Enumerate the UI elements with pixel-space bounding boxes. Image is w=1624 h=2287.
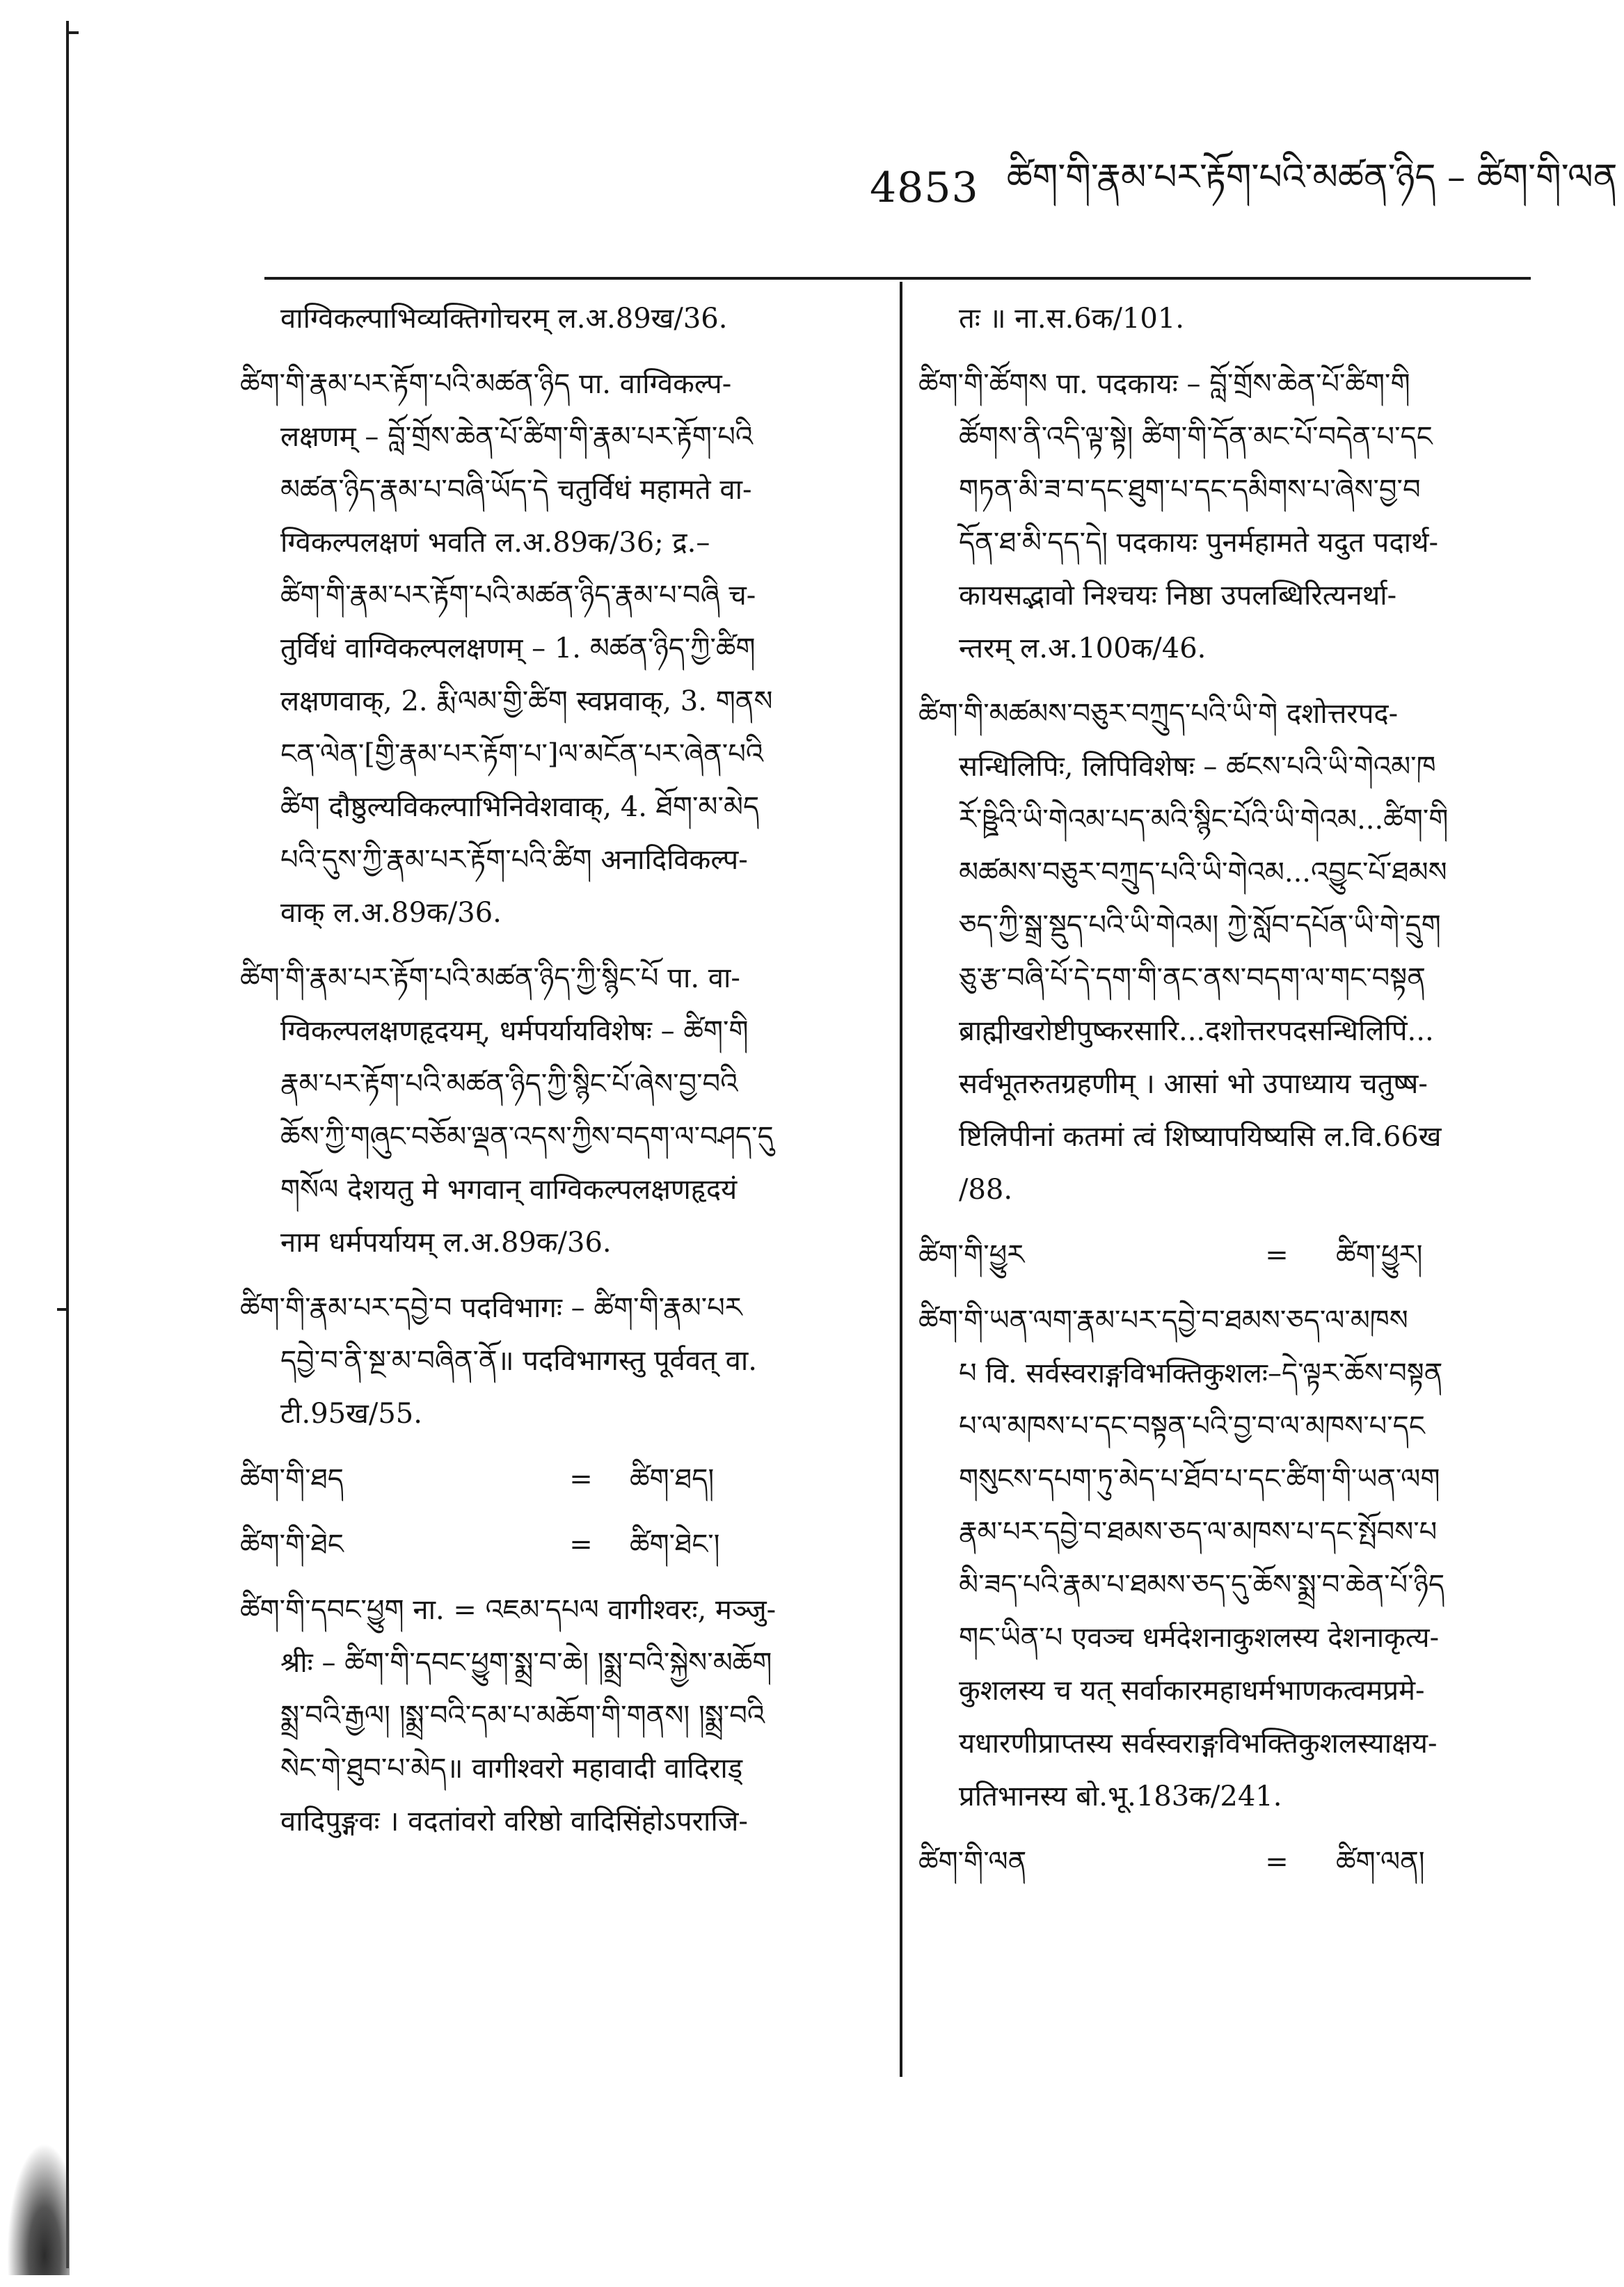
entry-line: གསོལ देशयतु मे भगवान् वाग्विकल्पलक्षणहृदयं (280, 1174, 738, 1206)
entry-headword-line: ཚིག་གི་རྣམ་པར་རྟོག་པའི་མཚན་ཉིད पा. वाग्विकल्प- (240, 368, 732, 400)
entry-line: ब्राह्मीखरोष्टीपुष्करसारि...दशोत्तरपदसन्धिलिपिं... (959, 1015, 1434, 1047)
entry-vagvikalpa-laksanam (240, 358, 870, 939)
entry-line: གང་ཡིན་པ एवञ्च धर्मदेशनाकुशलस्य देशनाकृत्य- (959, 1622, 1440, 1654)
entry-continuation (240, 292, 870, 345)
entry-line: པ་ལ་མཁས་པ་དང་བསྟན་པའི་བྱ་བ་ལ་མཁས་པ་དང (959, 1410, 1425, 1442)
page-number: 4853 (870, 164, 979, 212)
cross-ref-row (918, 1835, 1545, 1888)
entry-padavibhaga (240, 1282, 870, 1440)
ref-term: ཚིག་གི་ཕྱུར (918, 1239, 1025, 1271)
ref-term: ཚིག་གི་ཐེང (240, 1529, 344, 1561)
entry-line: མི་ཟད་པའི་རྣམ་པ་ཐམས་ཅད་དུ་ཆོས་སྨྲ་བ་ཆེན་པོ་ཉིད (959, 1569, 1445, 1601)
entry-line: प्रतिभानस्य बो.भू.183क/241. (959, 1780, 1282, 1812)
entry-line: वाक् ल.अ.89क/36. (280, 897, 502, 929)
entry-hrdayam (240, 952, 870, 1269)
entry-line: མཚམས་བཅུར་བཀྲུད་པའི་ཡི་གེའམ...འབྱུང་པོ་ཐམས (959, 856, 1447, 888)
entry-line: टी.95ख/55. (280, 1398, 422, 1430)
entry-line: ཅད་ཀྱི་སྒྲ་སྡུད་པའི་ཡི་གེའམ། ཀྱེ་སློབ་དཔོན་ཡི་གེ་དྲུག (959, 909, 1441, 941)
entry-line: ष्टिलिपीनां कतमां त्वं शिष्यापयिष्यसि ल.वि.66ख (959, 1121, 1442, 1153)
cross-ref-row (240, 1518, 870, 1571)
entry-line: सन्धिलिपिः, लिपिविशेषः – ཚངས་པའི་ཡི་གེའམ་ཁ (959, 751, 1436, 783)
entry-line: སྨྲ་བའི་རྒྱལ། །སྨྲ་བའི་དམ་པ་མཆོག་གི་གནས། །སྨྲ་བའི (280, 1700, 765, 1732)
ref-equals: = (1265, 1846, 1289, 1878)
ref-equals: = (569, 1463, 593, 1495)
entry-padakaya (918, 358, 1545, 675)
entry-line: सर्वभूतरुतग्रहणीम् । आसां भो उपाध्याय चतुष्ष- (959, 1068, 1428, 1100)
entry-line: कायसद्भावो निश्चयः निष्ठा उपलब्धिरित्यनर्था- (959, 580, 1397, 612)
entry-line: नाम धर्मपर्यायम् ल.अ.89क/36. (280, 1227, 612, 1259)
entry-line: ཚིག་གི་རྣམ་པར་རྟོག་པའི་མཚན་ཉིད་རྣམ་པ་བཞི च- (280, 580, 756, 612)
entry-vagisvara (240, 1584, 870, 1848)
entry-line: न्तरम् ल.अ.100क/46. (959, 632, 1207, 664)
entry-line: རྣམ་པར་རྟོག་པའི་མཚན་ཉིད་ཀྱི་སྙིང་པོ་ཞེས་བྱ་བའི (280, 1068, 738, 1100)
entry-line: लक्षणवाक्, 2. རྨི་ལམ་གྱི་ཚིག स्वप्नवाक्, 3. གནས (280, 685, 773, 717)
header-rule (264, 277, 1531, 280)
entry-line: ཅུ་རྩ་བཞི་པོ་དེ་དག་གི་ནང་ནས་བདག་ལ་གང་བསྟན (959, 962, 1426, 994)
entry-line: ग्विकल्पलक्षणहृदयम्, धर्मपर्यायविशेषः – ཚིག་གི (280, 1015, 749, 1047)
entry-line: तुर्विधं वाग्विकल्पलक्षणम् – 1. མཚན་ཉིད་ཀྱི་ཚིག (280, 632, 756, 664)
entry-line: པའི་དུས་ཀྱི་རྣམ་པར་རྟོག་པའི་ཚིག अनादिविकल्प- (280, 844, 748, 876)
entry-line: རོ་ཥྛིའི་ཡི་གེའམ་པད་མའི་སྙིང་པོའི་ཡི་གེའམ...ཚིག་གི (959, 804, 1449, 836)
entry-headword-line: ཚིག་གི་དབང་ཕྱུག ना. = འཇམ་དཔལ वागीश्वरः, मञ्जु- (240, 1594, 777, 1626)
entry-line: རྣམ་པར་དབྱེ་བ་ཐམས་ཅད་ལ་མཁས་པ་དང་སྤོབས་པ (959, 1516, 1438, 1548)
ref-target: ཚིག་ཐད། (630, 1463, 715, 1495)
ref-target: ཚིག་ཐེང་། (630, 1529, 720, 1561)
entry-line: ཚིག दौष्ठुल्यविकल्पाभिनिवेशवाक्, 4. ཐོག་མ་མེད (280, 791, 760, 823)
ref-equals: = (1265, 1239, 1289, 1271)
entry-headword-line: ཚིག་གི་རྣམ་པར་རྟོག་པའི་མཚན་ཉིད་ཀྱི་སྙིང་པོ पा. वा- (240, 962, 740, 994)
entry-line: श्रीः – ཚིག་གི་དབང་ཕྱུག་སྨྲ་བ་ཆེ། །སྨྲ་བའི་སྐྱེས་མཆོག (280, 1647, 772, 1679)
entry-line: མཚན་ཉིད་རྣམ་པ་བཞི་ཡོད་དེ चतुर्विधं महामते वा- (280, 474, 752, 506)
page-header (870, 157, 1618, 219)
entry-line: वाग्विकल्पाभिव्यक्तिगोचरम् ल.अ.89ख/36. (280, 303, 728, 335)
entry-line: ཆོས་ཀྱི་གཞུང་བཅོམ་ལྡན་འདས་ཀྱིས་བདག་ལ་བཤད་དུ (280, 1121, 774, 1153)
entry-line: /88. (959, 1174, 1013, 1206)
cross-ref-row (240, 1453, 870, 1506)
ref-target: ཚིག་ལན། (1336, 1846, 1425, 1878)
ref-term: ཚིག་གི་ཐད (240, 1463, 344, 1495)
entry-dasottarapada (918, 687, 1545, 1216)
entry-line: ཚོགས་ནི་འདི་ལྟ་སྟེ། ཚིག་གི་དོན་མང་པོ་བདེན་པ་དང (959, 421, 1433, 453)
entry-line: དབྱེ་བ་ནི་སྔ་མ་བཞིན་ནོ॥ पदविभागस्तु पूर्ववत् वा. (280, 1345, 757, 1377)
ref-term: ཚིག་གི་ལན (918, 1846, 1027, 1878)
entry-headword-line: ཚིག་གི་མཚམས་བཅུར་བཀྲུད་པའི་ཡི་གེ दशोत्तरपद- (918, 698, 1399, 730)
entry-line: वादिपुङ्गवः । वदतांवरो वरिष्ठो वादिसिंहोऽपराजि- (280, 1806, 748, 1838)
entry-line: लक्षणम् – བློ་གྲོས་ཆེན་པོ་ཚིག་གི་རྣམ་པར་རྟོག་པའི (280, 421, 754, 453)
entry-line: यधारणीप्राप्तस्य सर्वस्वराङ्गविभक्तिकुशलस्याक्षय- (959, 1728, 1438, 1760)
entry-headword-line: ཚིག་གི་ཚོགས पा. पदकायः – བློ་གྲོས་ཆེན་པོ་ཚིག་གི (918, 368, 1410, 400)
running-head: ཚིག་གི་རྣམ་པར་རྟོག་པའི་མཚན་ཉིད – ཚིག་གི་ལན (1006, 157, 1618, 198)
margin-scan-line (66, 21, 69, 2268)
ref-target: ཚིག་ཕྱུར། (1336, 1239, 1423, 1271)
column-divider (900, 282, 902, 2077)
entry-headword-line: ཚིག་གི་རྣམ་པར་དབྱེ་བ पदविभागः – ཚིག་གི་རྣམ་པར (240, 1292, 742, 1324)
entry-line: པ वि. सर्वस्वराङ्गविभक्तिकुशलः–དེ་ལྟར་ཆོས་བསྟན (959, 1357, 1443, 1389)
left-column (240, 292, 870, 1860)
entry-line: གསུངས་དཔག་ཏུ་མེད་པ་ཐོབ་པ་དང་ཚིག་གི་ཡན་ལག (959, 1463, 1440, 1495)
scan-blot (7, 2143, 70, 2275)
entry-line: ग्विकल्पलक्षणं भवति ल.अ.89क/36; द्र.– (280, 527, 710, 559)
entry-line: ངན་ལེན་[གྱི་རྣམ་པར་རྟོག་པ་]ལ་མངོན་པར་ཞེན་པའི (280, 738, 764, 770)
cross-ref-row (918, 1229, 1545, 1282)
margin-tick-mid (57, 1308, 68, 1311)
ref-equals: = (569, 1529, 593, 1561)
entry-line: कुशलस्य च यत् सर्वाकारमहाधर्मभाणकत्वमप्रमे- (959, 1675, 1425, 1707)
right-column (918, 292, 1545, 1901)
entry-continuation (918, 292, 1545, 345)
margin-tick-top (66, 31, 79, 34)
entry-line: तः ॥ ना.स.6क/101. (959, 303, 1185, 335)
entry-line: དོན་ཐ་མི་དད་དེ། पदकायः पुनर्महामते यदुत पदार्थ- (959, 527, 1439, 559)
entry-line: གཏན་མི་ཟ་བ་དང་ཐུག་པ་དང་དམིགས་པ་ཞེས་བྱ་བ (959, 474, 1421, 506)
entry-sarvasvaranga (918, 1294, 1545, 1823)
entry-headword-line: ཚིག་གི་ཡན་ལག་རྣམ་པར་དབྱེ་བ་ཐམས་ཅད་ལ་མཁས (918, 1305, 1408, 1337)
entry-line: སེང་གེ་ཐུབ་པ་མེད॥ वागीश्वरो महावादी वादिराड् (280, 1753, 743, 1785)
